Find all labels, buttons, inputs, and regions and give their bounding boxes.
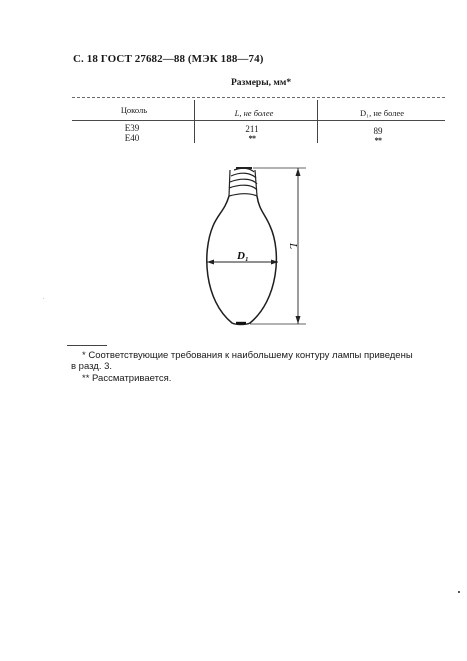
table-column-divider-2 bbox=[317, 100, 318, 143]
footnote-separator bbox=[67, 345, 107, 346]
table-row-2-length: ** bbox=[248, 134, 256, 143]
table-header-base: Цоколь bbox=[120, 105, 148, 115]
footnote-1-line-2: в разд. 3. bbox=[71, 361, 113, 372]
scan-speck-faint bbox=[43, 298, 44, 299]
table-caption: Размеры, мм* bbox=[231, 78, 292, 88]
lamp-outline-figure bbox=[180, 150, 340, 340]
length-arrow-bottom-icon bbox=[296, 316, 301, 324]
footnote-1-line-1: * Соответствующие требования к наибольшему контуру лампы приведены bbox=[82, 350, 413, 361]
table-top-rule bbox=[72, 97, 445, 98]
footnote-2: ** Рассматривается. bbox=[82, 373, 172, 384]
table-header-rule bbox=[72, 120, 445, 121]
table-row-2-diameter: ** bbox=[374, 136, 382, 145]
length-arrow-top-icon bbox=[296, 168, 301, 176]
table-row-2-base: E40 bbox=[124, 133, 140, 143]
table-header-length: L, не более bbox=[234, 108, 274, 118]
table-row-1-base: E39 bbox=[124, 123, 140, 133]
diameter-arrow-left-icon bbox=[207, 260, 214, 265]
page-header: С. 18 ГОСТ 27682—88 (МЭК 188—74) bbox=[73, 53, 264, 65]
table-row-1-length: 211 bbox=[245, 124, 259, 134]
table-header-diameter: D₁, не более bbox=[359, 108, 405, 118]
lamp-screw-base bbox=[229, 168, 257, 196]
figure-diameter-label: D₁ bbox=[237, 250, 249, 262]
figure-length-label: L bbox=[287, 243, 299, 250]
table-column-divider-1 bbox=[194, 100, 195, 143]
scan-speck bbox=[458, 591, 460, 593]
table-row-1-diameter: 89 bbox=[373, 126, 383, 136]
